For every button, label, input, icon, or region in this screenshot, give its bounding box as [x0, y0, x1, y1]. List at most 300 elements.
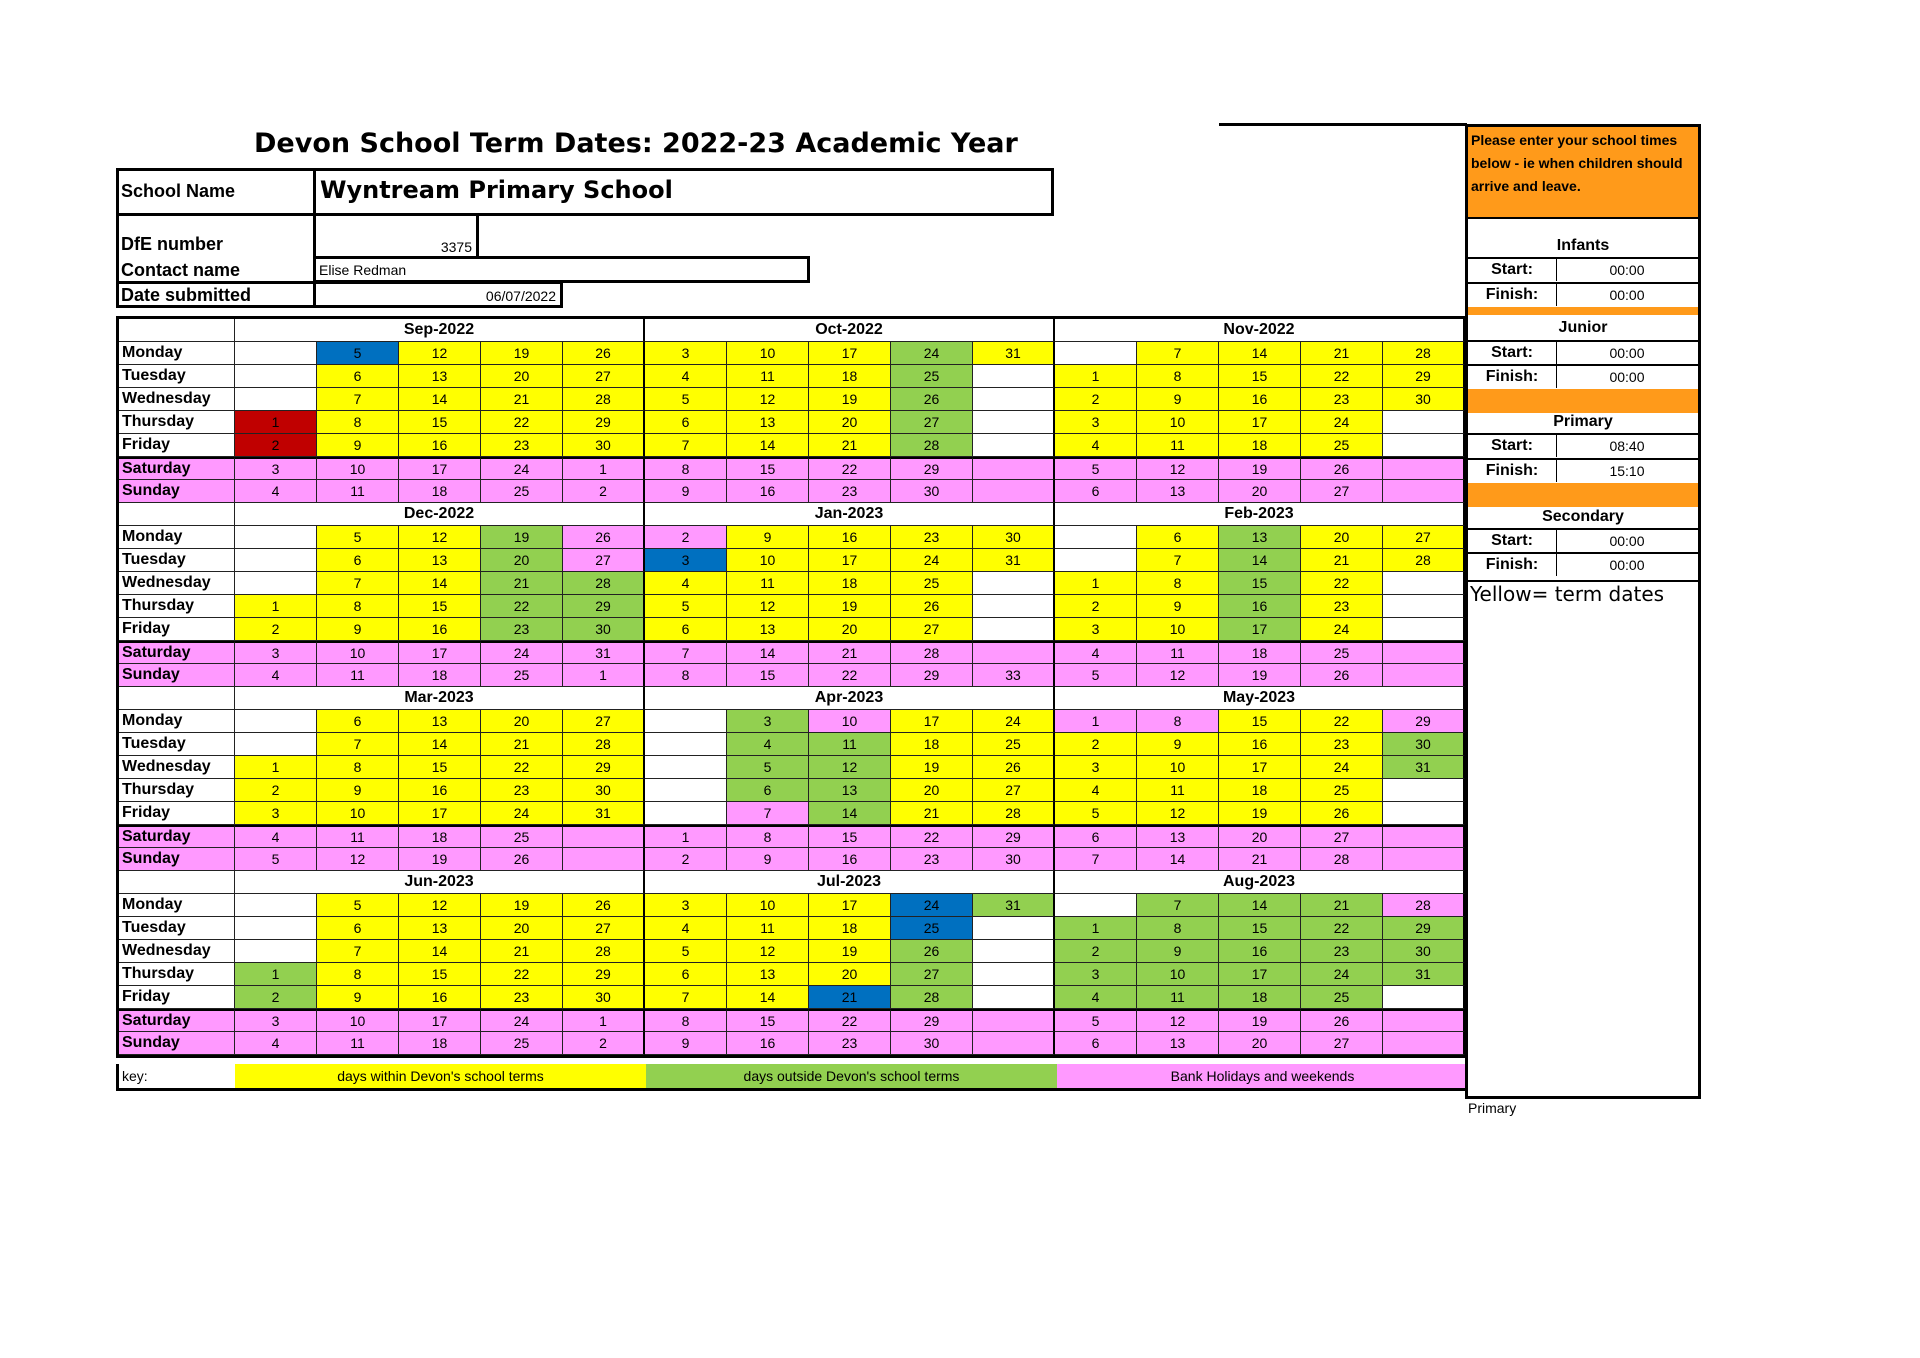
date-cell[interactable]: 29 — [563, 756, 645, 779]
date-cell[interactable]: 17 — [1219, 618, 1301, 641]
date-cell[interactable]: 30 — [973, 848, 1055, 871]
date-cell[interactable]: 14 — [1219, 549, 1301, 572]
date-cell[interactable]: 28 — [1383, 894, 1465, 917]
date-cell[interactable]: 4 — [235, 825, 317, 848]
date-cell[interactable]: 19 — [399, 848, 481, 871]
date-cell[interactable]: 20 — [809, 411, 891, 434]
date-cell[interactable] — [1383, 411, 1465, 434]
date-cell[interactable]: 2 — [235, 986, 317, 1009]
date-cell[interactable]: 4 — [235, 664, 317, 687]
date-cell[interactable]: 27 — [1301, 825, 1383, 848]
date-cell[interactable]: 23 — [1301, 595, 1383, 618]
date-cell[interactable]: 25 — [973, 733, 1055, 756]
date-cell[interactable]: 8 — [317, 595, 399, 618]
date-cell[interactable]: 20 — [891, 779, 973, 802]
date-cell[interactable]: 11 — [317, 480, 399, 503]
date-cell[interactable]: 14 — [399, 572, 481, 595]
date-cell[interactable] — [645, 733, 727, 756]
date-cell[interactable]: 1 — [235, 595, 317, 618]
date-cell[interactable]: 5 — [1055, 664, 1137, 687]
date-cell[interactable]: 7 — [1137, 549, 1219, 572]
date-cell[interactable]: 3 — [1055, 618, 1137, 641]
date-cell[interactable] — [973, 940, 1055, 963]
date-cell[interactable]: 5 — [317, 894, 399, 917]
date-cell[interactable]: 20 — [481, 917, 563, 940]
date-cell[interactable] — [235, 917, 317, 940]
date-cell[interactable]: 16 — [1219, 733, 1301, 756]
date-cell[interactable]: 27 — [1301, 480, 1383, 503]
date-cell[interactable]: 2 — [563, 480, 645, 503]
date-cell[interactable]: 25 — [481, 664, 563, 687]
date-cell[interactable]: 12 — [809, 756, 891, 779]
date-cell[interactable] — [1055, 342, 1137, 365]
date-cell[interactable]: 8 — [317, 411, 399, 434]
date-cell[interactable]: 10 — [317, 641, 399, 664]
date-cell[interactable]: 31 — [1383, 963, 1465, 986]
date-cell[interactable]: 16 — [727, 1032, 809, 1055]
date-cell[interactable]: 29 — [891, 457, 973, 480]
junior-start-input[interactable]: 00:00 — [1609, 345, 1645, 361]
date-cell[interactable]: 27 — [973, 779, 1055, 802]
date-cell[interactable]: 21 — [809, 986, 891, 1009]
date-cell[interactable]: 18 — [399, 825, 481, 848]
date-cell[interactable]: 27 — [891, 618, 973, 641]
date-cell[interactable]: 23 — [481, 986, 563, 1009]
date-cell[interactable]: 12 — [727, 940, 809, 963]
date-cell[interactable]: 19 — [809, 940, 891, 963]
date-cell[interactable]: 24 — [1301, 756, 1383, 779]
date-cell[interactable]: 28 — [563, 388, 645, 411]
date-cell[interactable]: 26 — [891, 388, 973, 411]
date-cell[interactable]: 31 — [973, 342, 1055, 365]
date-cell[interactable] — [973, 434, 1055, 457]
date-cell[interactable]: 15 — [399, 963, 481, 986]
date-cell[interactable] — [645, 710, 727, 733]
date-cell[interactable]: 25 — [481, 825, 563, 848]
date-cell[interactable]: 3 — [1055, 963, 1137, 986]
date-cell[interactable]: 20 — [1219, 480, 1301, 503]
date-cell[interactable]: 21 — [1219, 848, 1301, 871]
date-cell[interactable]: 11 — [1137, 641, 1219, 664]
date-cell[interactable]: 28 — [1383, 342, 1465, 365]
date-cell[interactable]: 17 — [1219, 756, 1301, 779]
date-cell[interactable] — [1383, 595, 1465, 618]
date-cell[interactable]: 19 — [1219, 664, 1301, 687]
date-cell[interactable]: 16 — [399, 434, 481, 457]
date-cell[interactable]: 24 — [481, 641, 563, 664]
date-cell[interactable]: 30 — [563, 434, 645, 457]
date-cell[interactable]: 9 — [317, 986, 399, 1009]
date-cell[interactable]: 13 — [399, 549, 481, 572]
date-cell[interactable] — [973, 917, 1055, 940]
date-cell[interactable]: 28 — [891, 641, 973, 664]
date-cell[interactable]: 1 — [1055, 365, 1137, 388]
date-cell[interactable] — [1383, 572, 1465, 595]
date-cell[interactable]: 2 — [1055, 940, 1137, 963]
contact-name-field[interactable] — [313, 256, 810, 283]
date-cell[interactable]: 14 — [727, 434, 809, 457]
date-cell[interactable]: 10 — [1137, 963, 1219, 986]
date-cell[interactable]: 17 — [1219, 963, 1301, 986]
date-cell[interactable]: 30 — [891, 1032, 973, 1055]
date-cell[interactable]: 16 — [1219, 388, 1301, 411]
date-cell[interactable]: 31 — [973, 549, 1055, 572]
date-cell[interactable]: 11 — [1137, 779, 1219, 802]
date-cell[interactable]: 18 — [809, 365, 891, 388]
date-submitted-field[interactable] — [313, 281, 563, 308]
date-cell[interactable]: 15 — [727, 457, 809, 480]
date-cell[interactable]: 11 — [317, 825, 399, 848]
date-cell[interactable]: 30 — [563, 779, 645, 802]
date-cell[interactable]: 1 — [563, 664, 645, 687]
secondary-finish-input[interactable]: 00:00 — [1609, 557, 1645, 573]
date-cell[interactable]: 4 — [727, 733, 809, 756]
date-cell[interactable] — [1383, 618, 1465, 641]
date-cell[interactable]: 10 — [1137, 618, 1219, 641]
date-cell[interactable]: 17 — [399, 641, 481, 664]
date-cell[interactable]: 6 — [1055, 480, 1137, 503]
date-cell[interactable]: 17 — [809, 549, 891, 572]
date-cell[interactable]: 13 — [727, 618, 809, 641]
date-cell[interactable]: 2 — [1055, 733, 1137, 756]
date-cell[interactable] — [973, 480, 1055, 503]
date-cell[interactable]: 18 — [1219, 641, 1301, 664]
date-cell[interactable]: 22 — [891, 825, 973, 848]
date-cell[interactable] — [1383, 457, 1465, 480]
date-cell[interactable]: 29 — [1383, 917, 1465, 940]
date-cell[interactable]: 22 — [809, 1009, 891, 1032]
date-cell[interactable]: 24 — [481, 1009, 563, 1032]
date-cell[interactable] — [235, 940, 317, 963]
date-cell[interactable] — [645, 756, 727, 779]
date-cell[interactable]: 26 — [973, 756, 1055, 779]
date-cell[interactable]: 21 — [891, 802, 973, 825]
date-cell[interactable]: 12 — [727, 595, 809, 618]
date-cell[interactable]: 15 — [1219, 710, 1301, 733]
date-cell[interactable]: 11 — [809, 733, 891, 756]
date-cell[interactable]: 19 — [891, 756, 973, 779]
date-cell[interactable] — [973, 365, 1055, 388]
date-cell[interactable]: 30 — [1383, 388, 1465, 411]
date-cell[interactable]: 9 — [1137, 733, 1219, 756]
date-cell[interactable]: 13 — [399, 365, 481, 388]
date-cell[interactable]: 8 — [1137, 917, 1219, 940]
date-cell[interactable]: 4 — [645, 917, 727, 940]
date-cell[interactable] — [235, 342, 317, 365]
date-cell[interactable] — [1383, 986, 1465, 1009]
date-cell[interactable]: 3 — [235, 802, 317, 825]
date-cell[interactable]: 14 — [399, 940, 481, 963]
date-cell[interactable]: 9 — [727, 848, 809, 871]
date-cell[interactable]: 23 — [481, 434, 563, 457]
date-cell[interactable]: 7 — [317, 388, 399, 411]
date-cell[interactable]: 22 — [481, 411, 563, 434]
date-cell[interactable]: 19 — [1219, 802, 1301, 825]
date-cell[interactable]: 15 — [1219, 917, 1301, 940]
date-cell[interactable]: 10 — [1137, 411, 1219, 434]
date-cell[interactable]: 21 — [809, 641, 891, 664]
date-cell[interactable]: 28 — [563, 940, 645, 963]
date-cell[interactable] — [235, 549, 317, 572]
date-cell[interactable]: 6 — [317, 710, 399, 733]
date-cell[interactable] — [1055, 526, 1137, 549]
date-cell[interactable]: 12 — [1137, 664, 1219, 687]
date-cell[interactable]: 6 — [645, 411, 727, 434]
date-cell[interactable]: 27 — [563, 917, 645, 940]
date-cell[interactable]: 9 — [1137, 595, 1219, 618]
date-cell[interactable] — [563, 825, 645, 848]
date-cell[interactable]: 20 — [481, 710, 563, 733]
infants-start-input[interactable]: 00:00 — [1609, 262, 1645, 278]
date-cell[interactable] — [1383, 480, 1465, 503]
date-cell[interactable]: 15 — [399, 595, 481, 618]
date-cell[interactable]: 26 — [891, 940, 973, 963]
date-cell[interactable]: 2 — [645, 526, 727, 549]
date-cell[interactable]: 23 — [481, 618, 563, 641]
date-cell[interactable]: 26 — [1301, 457, 1383, 480]
secondary-start-input[interactable]: 00:00 — [1609, 533, 1645, 549]
date-cell[interactable]: 6 — [1137, 526, 1219, 549]
date-cell[interactable]: 1 — [563, 1009, 645, 1032]
date-cell[interactable]: 6 — [317, 549, 399, 572]
date-cell[interactable]: 26 — [891, 595, 973, 618]
date-cell[interactable]: 16 — [399, 618, 481, 641]
date-cell[interactable]: 26 — [563, 526, 645, 549]
date-cell[interactable]: 12 — [399, 526, 481, 549]
date-cell[interactable] — [1383, 802, 1465, 825]
date-cell[interactable] — [563, 848, 645, 871]
date-cell[interactable] — [235, 365, 317, 388]
date-cell[interactable]: 23 — [1301, 940, 1383, 963]
date-cell[interactable]: 1 — [645, 825, 727, 848]
date-cell[interactable]: 12 — [727, 388, 809, 411]
date-cell[interactable]: 20 — [1301, 526, 1383, 549]
date-cell[interactable]: 4 — [1055, 779, 1137, 802]
date-cell[interactable] — [1383, 825, 1465, 848]
date-cell[interactable]: 11 — [727, 365, 809, 388]
date-cell[interactable]: 18 — [1219, 434, 1301, 457]
date-cell[interactable]: 23 — [481, 779, 563, 802]
date-cell[interactable] — [235, 733, 317, 756]
date-cell[interactable]: 3 — [645, 342, 727, 365]
date-cell[interactable]: 13 — [1137, 1032, 1219, 1055]
date-cell[interactable] — [235, 572, 317, 595]
date-cell[interactable] — [973, 963, 1055, 986]
date-cell[interactable]: 18 — [1219, 779, 1301, 802]
date-cell[interactable]: 8 — [645, 457, 727, 480]
date-cell[interactable]: 15 — [399, 411, 481, 434]
date-cell[interactable]: 13 — [1219, 526, 1301, 549]
date-cell[interactable]: 26 — [1301, 1009, 1383, 1032]
date-cell[interactable]: 18 — [809, 572, 891, 595]
date-cell[interactable]: 18 — [891, 733, 973, 756]
date-cell[interactable] — [1055, 894, 1137, 917]
dfe-number-field[interactable] — [313, 215, 479, 258]
date-cell[interactable]: 5 — [317, 342, 399, 365]
date-cell[interactable]: 4 — [1055, 434, 1137, 457]
date-cell[interactable]: 23 — [809, 1032, 891, 1055]
date-cell[interactable]: 19 — [809, 595, 891, 618]
date-cell[interactable]: 27 — [1301, 1032, 1383, 1055]
date-cell[interactable]: 26 — [1301, 664, 1383, 687]
date-cell[interactable]: 17 — [1219, 411, 1301, 434]
date-cell[interactable]: 5 — [1055, 457, 1137, 480]
date-cell[interactable]: 29 — [563, 411, 645, 434]
date-cell[interactable]: 23 — [891, 526, 973, 549]
date-cell[interactable]: 13 — [809, 779, 891, 802]
date-cell[interactable]: 22 — [809, 664, 891, 687]
date-cell[interactable]: 12 — [1137, 457, 1219, 480]
date-cell[interactable]: 5 — [235, 848, 317, 871]
date-cell[interactable]: 2 — [235, 618, 317, 641]
date-cell[interactable]: 22 — [1301, 365, 1383, 388]
date-cell[interactable]: 17 — [809, 342, 891, 365]
date-cell[interactable]: 6 — [645, 963, 727, 986]
date-cell[interactable] — [235, 894, 317, 917]
date-cell[interactable] — [973, 641, 1055, 664]
primary-finish-input[interactable]: 15:10 — [1609, 463, 1645, 479]
date-cell[interactable]: 2 — [235, 779, 317, 802]
date-cell[interactable]: 26 — [1301, 802, 1383, 825]
date-cell[interactable]: 1 — [1055, 572, 1137, 595]
date-cell[interactable]: 15 — [1219, 572, 1301, 595]
date-cell[interactable]: 30 — [563, 986, 645, 1009]
date-cell[interactable]: 7 — [1137, 894, 1219, 917]
date-cell[interactable]: 4 — [235, 480, 317, 503]
date-cell[interactable]: 11 — [1137, 986, 1219, 1009]
date-cell[interactable]: 14 — [727, 986, 809, 1009]
date-cell[interactable]: 11 — [1137, 434, 1219, 457]
date-cell[interactable] — [235, 710, 317, 733]
date-cell[interactable]: 21 — [481, 388, 563, 411]
date-cell[interactable]: 18 — [809, 917, 891, 940]
date-cell[interactable]: 24 — [1301, 618, 1383, 641]
date-cell[interactable]: 8 — [1137, 572, 1219, 595]
date-cell[interactable]: 27 — [1383, 526, 1465, 549]
date-cell[interactable]: 24 — [891, 342, 973, 365]
date-cell[interactable]: 29 — [891, 1009, 973, 1032]
date-cell[interactable]: 17 — [399, 1009, 481, 1032]
date-cell[interactable]: 11 — [727, 572, 809, 595]
date-cell[interactable]: 7 — [727, 802, 809, 825]
date-cell[interactable] — [645, 802, 727, 825]
date-cell[interactable]: 14 — [1219, 342, 1301, 365]
date-cell[interactable]: 30 — [891, 480, 973, 503]
date-cell[interactable]: 24 — [891, 549, 973, 572]
date-cell[interactable]: 10 — [317, 802, 399, 825]
date-cell[interactable]: 28 — [563, 733, 645, 756]
date-cell[interactable]: 1 — [1055, 710, 1137, 733]
date-cell[interactable]: 26 — [563, 342, 645, 365]
date-cell[interactable]: 28 — [1383, 549, 1465, 572]
date-cell[interactable]: 22 — [481, 756, 563, 779]
date-cell[interactable]: 10 — [1137, 756, 1219, 779]
date-cell[interactable]: 17 — [399, 802, 481, 825]
date-cell[interactable]: 28 — [891, 434, 973, 457]
date-cell[interactable]: 4 — [1055, 986, 1137, 1009]
date-cell[interactable]: 12 — [399, 894, 481, 917]
date-cell[interactable] — [235, 526, 317, 549]
date-cell[interactable]: 12 — [1137, 1009, 1219, 1032]
date-cell[interactable]: 10 — [317, 457, 399, 480]
date-cell[interactable]: 25 — [1301, 434, 1383, 457]
date-cell[interactable]: 22 — [809, 457, 891, 480]
date-cell[interactable]: 21 — [809, 434, 891, 457]
date-cell[interactable] — [1383, 848, 1465, 871]
date-cell[interactable]: 17 — [809, 894, 891, 917]
date-cell[interactable]: 23 — [1301, 388, 1383, 411]
date-cell[interactable]: 21 — [481, 940, 563, 963]
date-cell[interactable]: 20 — [1219, 1032, 1301, 1055]
date-cell[interactable]: 9 — [727, 526, 809, 549]
date-cell[interactable]: 7 — [1137, 342, 1219, 365]
date-cell[interactable]: 2 — [1055, 595, 1137, 618]
date-cell[interactable]: 22 — [481, 963, 563, 986]
date-cell[interactable]: 13 — [1137, 825, 1219, 848]
date-cell[interactable]: 1 — [235, 963, 317, 986]
date-cell[interactable]: 24 — [481, 457, 563, 480]
date-cell[interactable]: 3 — [235, 641, 317, 664]
date-cell[interactable] — [973, 457, 1055, 480]
date-cell[interactable]: 2 — [235, 434, 317, 457]
date-cell[interactable]: 6 — [727, 779, 809, 802]
date-cell[interactable]: 4 — [235, 1032, 317, 1055]
junior-finish-input[interactable]: 00:00 — [1609, 369, 1645, 385]
date-cell[interactable]: 18 — [399, 664, 481, 687]
date-cell[interactable]: 3 — [1055, 756, 1137, 779]
date-cell[interactable]: 24 — [891, 894, 973, 917]
date-cell[interactable]: 14 — [399, 388, 481, 411]
date-cell[interactable]: 10 — [317, 1009, 399, 1032]
date-cell[interactable]: 6 — [1055, 825, 1137, 848]
date-cell[interactable]: 16 — [1219, 940, 1301, 963]
date-cell[interactable]: 9 — [645, 480, 727, 503]
date-cell[interactable]: 12 — [317, 848, 399, 871]
date-cell[interactable]: 6 — [1055, 1032, 1137, 1055]
date-cell[interactable]: 5 — [645, 388, 727, 411]
date-cell[interactable]: 22 — [481, 595, 563, 618]
date-cell[interactable] — [645, 779, 727, 802]
date-cell[interactable]: 5 — [645, 595, 727, 618]
date-cell[interactable]: 5 — [727, 756, 809, 779]
date-cell[interactable]: 8 — [727, 825, 809, 848]
date-cell[interactable]: 14 — [1137, 848, 1219, 871]
date-cell[interactable]: 7 — [317, 940, 399, 963]
date-cell[interactable]: 2 — [1055, 388, 1137, 411]
date-cell[interactable]: 25 — [891, 365, 973, 388]
date-cell[interactable] — [235, 388, 317, 411]
date-cell[interactable]: 7 — [645, 434, 727, 457]
date-cell[interactable]: 20 — [809, 963, 891, 986]
date-cell[interactable] — [973, 572, 1055, 595]
date-cell[interactable]: 31 — [973, 894, 1055, 917]
date-cell[interactable]: 10 — [809, 710, 891, 733]
date-cell[interactable]: 21 — [481, 572, 563, 595]
date-cell[interactable]: 8 — [1137, 710, 1219, 733]
date-cell[interactable]: 29 — [973, 825, 1055, 848]
date-cell[interactable]: 7 — [317, 572, 399, 595]
date-cell[interactable] — [973, 986, 1055, 1009]
date-cell[interactable]: 18 — [399, 1032, 481, 1055]
date-cell[interactable]: 7 — [317, 733, 399, 756]
date-cell[interactable]: 31 — [1383, 756, 1465, 779]
date-cell[interactable]: 5 — [1055, 802, 1137, 825]
date-cell[interactable] — [973, 1032, 1055, 1055]
date-cell[interactable]: 9 — [645, 1032, 727, 1055]
date-cell[interactable] — [1055, 549, 1137, 572]
date-cell[interactable]: 10 — [727, 894, 809, 917]
date-cell[interactable]: 14 — [1219, 894, 1301, 917]
